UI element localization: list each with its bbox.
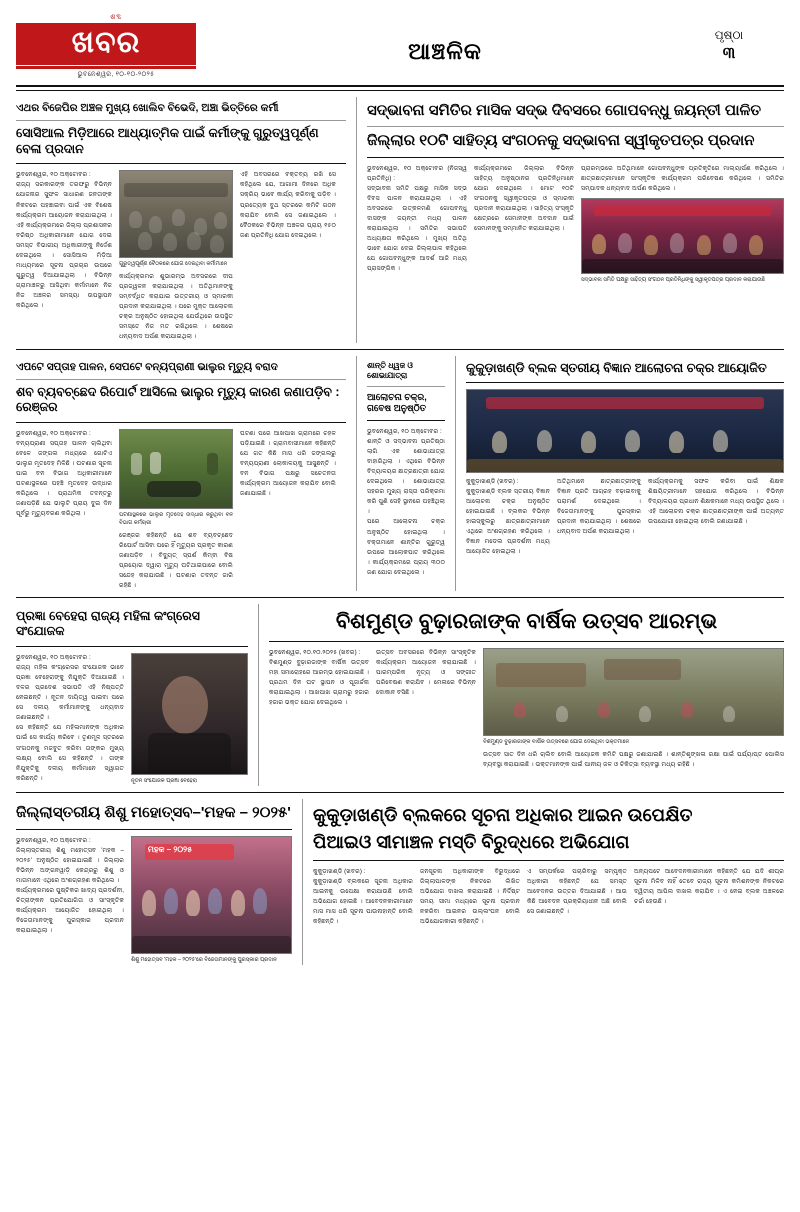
article2-dateline: ଭୁବନେଶ୍ୱର, ୧୦ ଅକ୍ଟୋବର (ନିଜସ୍ୱ ପ୍ରତିନିଧି) : bbox=[367, 164, 467, 182]
article2-photo-caption: ସଦ୍‌ଭାବନା ସମିତି ପକ୍ଷରୁ ସାହିତ୍ୟ ସଂଗଠନ ପ୍ରତିନିଧିଙ୍କୁ ସ୍ୱୀକୃତପତ୍ର ପ୍ରଦାନ କରାଯାଉଛି bbox=[581, 276, 765, 283]
article9-headline-1: କୁକୁଡ଼ାଖଣ୍ଡି ବ୍ଲକରେ ସୂଚନା ଅଧିକାର ଆଇନ ଉପେକ୍ଷିତ bbox=[313, 804, 693, 825]
page-number-block bbox=[674, 14, 784, 63]
page-number: ୩ bbox=[722, 45, 736, 62]
article5-headline: କୁକୁଡ଼ାଖଣ୍ଡି ବ୍ଲକ ସ୍ତରୀୟ ବିଜ୍ଞାନ ଆଲୋଚନା ଚକ୍ର ଆୟୋଜିତ bbox=[466, 360, 767, 375]
page-label: ପୃଷ୍ଠା bbox=[714, 28, 744, 42]
band-divider-1 bbox=[16, 349, 784, 350]
article3-headline: ଶବ ବ୍ୟବଚ୍ଛେଦ ରିପୋର୍ଟ ଆସିଲେ ଭାଲୁର ମୃତ୍ୟୁ କାରଣ ଜଣାପଡ଼ିବ : ରେଞ୍ଜର bbox=[16, 384, 340, 415]
band-middle bbox=[16, 356, 784, 591]
article3-photo bbox=[119, 429, 233, 509]
article-social-media bbox=[16, 97, 346, 343]
article6-dateline: ଭୁବନେଶ୍ୱର, ୧୦ ଅକ୍ଟୋବର : bbox=[16, 654, 91, 662]
article1-kicker: ଏଥର ବିଜେପିର ଅଞ୍ଚଳ ମୁଖ୍ୟ ଖୋଲିବ ବିଭେଦି, ଅଞ୍ଚା ଭିତ୍ତିରେ କର୍ମୀ bbox=[16, 102, 279, 114]
article-rti-complaint bbox=[313, 799, 784, 965]
article7-body-3: ଉତ୍ସବ ସାତ ଦିନ ଧରି ଚାଲିବ ବୋଲି ଆୟୋଜକ କମିଟି ପକ୍ଷରୁ ଜଣାଯାଇଛି । ଶାନ୍ତିଶୃଙ୍ଖଳା ରକ୍ଷା ପାଇଁ ପର୍ଯ୍ୟାପ୍ତ ପୋଲିସ ବ୍ୟବସ୍ଥା କରାଯାଇଛି । ଭକ୍ତମାନଙ୍କ ପାଇଁ ପାନୀୟ ଜଳ ଓ ଚିକିତ୍ସା ବ୍ୟବସ୍ଥା ମଧ୍ୟ ରହିଛି । bbox=[483, 750, 784, 768]
column-divider-4 bbox=[258, 604, 259, 786]
article3-body: ବନ୍ୟପ୍ରାଣୀ ସପ୍ତାହ ପାଳନ ଚାଲିଥିବା ବେଳେ ଜଙ୍ଗଲ ମଧ୍ୟରେ ଗୋଟିଏ ଭାଲୁର ମୃତଦେହ ମିଳିଛି । ଘଟଣାର ସୂଚନା ପାଇ ବନ ବିଭାଗ ଅଧିକାରୀମାନେ ଘଟଣାସ୍ଥଳରେ ପହଞ୍ଚି ମୃତଦେହ ଉଦ୍ଧାର କରିଥିଲେ । ପ୍ରାଥମିକ ତଦନ୍ତରୁ ଜଣାପଡ଼ିଛି ଯେ ଭାଲୁଟି ପ୍ରାୟ ଦୁଇ ଦିନ ପୂର୍ବରୁ ମୃତ୍ୟୁବରଣ କରିଥିଲା । bbox=[16, 439, 112, 518]
article2-headline-2: ଜିଲ୍ଲାର ୧୦ଟି ସାହିତ୍ୟ ସଂଗଠନକୁ ସଦ୍‌ଭାବନା ସ୍ୱୀକୃତପତ୍ର ପ୍ରଦାନ bbox=[367, 131, 755, 149]
article2-photo bbox=[581, 198, 784, 274]
article8-dateline: ଭୁବନେଶ୍ୱର, ୧୦ ଅକ୍ଟୋବର : bbox=[16, 836, 91, 844]
newspaper-logo bbox=[16, 14, 216, 79]
article6-body: ରାଜ୍ୟ ମହିଳା କଂଗ୍ରେସର ସଂଯୋଜକ ଭାବେ ପ୍ରଜ୍ଞା ବେହେରାଙ୍କୁ ନିଯୁକ୍ତି ଦିଆଯାଇଛି । ଦଳର ପ୍ରଦେଶ ସଭାପତି ଏହି ନିଷ୍ପତ୍ତି ନେଇଛନ୍ତି । ନୂତନ ଦାୟିତ୍ୱ ପାଇବା ପରେ ସେ ଦଳୀୟ କର୍ମୀମାନଙ୍କୁ ଧନ୍ୟବାଦ ଜଣାଇଛନ୍ତି । bbox=[16, 664, 124, 722]
article-sadbhavana bbox=[367, 97, 784, 343]
article6-headline: ପ୍ରଜ୍ଞା ବେହେରା ରାଜ୍ୟ ମହିଳା କଂଗ୍ରେସ ସଂଯୋଜକ bbox=[16, 608, 200, 639]
section-title: ଆଞ୍ଚଳିକ bbox=[408, 38, 482, 64]
article-peace-rally bbox=[367, 356, 445, 591]
logo-date-line: ଭୁବନେଶ୍ୱର, ୧୦-୧୦-୨୦୨୫ bbox=[77, 71, 155, 78]
column-divider-3 bbox=[455, 356, 456, 591]
article8-body: ଜିଲ୍ଲାସ୍ତରୀୟ ଶିଶୁ ମହୋତ୍ସବ 'ମହକ – ୨୦୨୫' ଅନୁଷ୍ଠିତ ହୋଇଯାଇଛି । ଜିଲ୍ଲାର ବିଭିନ୍ନ ଅଙ୍ଗନୱାଡ଼ି କେନ୍ଦ୍ରରୁ ଶିଶୁ ଓ ମାତାମାନେ ଏଥିରେ ଅଂଶଗ୍ରହଣ କରିଥିଲେ । bbox=[16, 846, 124, 884]
logo-top-text: ଶବ୍ଦ bbox=[110, 14, 122, 21]
column-divider-5 bbox=[302, 799, 303, 965]
masthead bbox=[16, 14, 784, 87]
band-top bbox=[16, 97, 784, 343]
article1-body-3: ଏହି ଅବସରରେ ବକ୍ତବ୍ୟ ରଖି ସେ କହିଥିଲେ ଯେ, ଆଗାମୀ ଦିନରେ ଅଧିକ ସକ୍ରିୟ ଭାବେ କାର୍ଯ୍ୟ କରିବାକୁ ପଡ଼ିବ । ପ୍ରତ୍ୟେକ ବୁଥ ସ୍ତରରେ କମିଟି ଗଠନ କରାଯିବ ବୋଲି ସେ ଜଣାଇଥିଲେ । ବୈଠକରେ ବିଭିନ୍ନ ଅଞ୍ଚଳର ପ୍ରାୟ ୧୫୦ ଜଣ ପ୍ରତିନିଧି ଯୋଗ ଦେଇଥିଲେ । bbox=[240, 171, 336, 239]
article7-photo bbox=[483, 648, 784, 736]
article7-headline: ବିଶମୁଣ୍ଡ ବୁଢ଼ାରଜାଙ୍କ ବାର୍ଷିକ ଉତ୍ସବ ଆରମ୍ଭ bbox=[335, 609, 718, 633]
article8-photo-caption: ଶିଶୁ ମହୋତ୍ସବ 'ମହକ – ୨୦୨୫'ରେ ବିଜେତାମାନଙ୍କୁ ପୁରସ୍କାର ପ୍ରଦାନ bbox=[131, 956, 277, 963]
article4-kicker: ଶାନ୍ତି ଧ୍ୱଜ ଓ ଶୋଭାଯାତ୍ରା bbox=[367, 360, 413, 380]
article1-body: ରାଜ୍ୟ ସରକାରଙ୍କ ତରଫରୁ ବିଭିନ୍ନ ଯୋଜନାର ସୁଫଳ ସାଧାରଣ ଜନତାଙ୍କ ନିକଟରେ ପହଞ୍ଚାଇବା ପାଇଁ ଏକ ବିଶେଷ କାର୍ଯ୍ୟକ୍ରମ ଆୟୋଜନ କରାଯାଇଥିଲା । ଏହି କାର୍ଯ୍ୟକ୍ରମରେ ଜିଲ୍ଲା ପ୍ରଶାସନର ବରିଷ୍ଠ ଅଧିକାରୀମାନେ ଯୋଗ ଦେଇ ସମସ୍ତ ବିଭାଗୀୟ ଅଧିକାରୀଙ୍କୁ ନିର୍ଦ୍ଦେଶ ଦେଇଥିଲେ । ସୋସିଆଲ ମିଡ଼ିଆ ମାଧ୍ୟମରେ ସୂଚନା ପ୍ରଚାର ଉପରେ ଗୁରୁତ୍ୱ ଦିଆଯାଇଥିଲା । ବିଭିନ୍ନ ଗ୍ରାମାଞ୍ଚଳରୁ ଆସିଥିବା କର୍ମୀମାନେ ନିଜ ନିଜ ଅଞ୍ଚଳର ସମସ୍ୟା ଉପସ୍ଥାପନ କରିଥିଲେ । bbox=[16, 181, 112, 309]
article7-body: ବିଶମୁଣ୍ଡ ବୁଢ଼ାରଜାଙ୍କ ବାର୍ଷିକ ଉତ୍ସବ ମହା ସମାରୋହରେ ଆରମ୍ଭ ହୋଇଯାଇଛି । ପ୍ରଥମ ଦିନ ଘଟ ସ୍ଥାପନ ଓ ପୂଜାର୍ଚ୍ଚନା କରାଯାଇଥିଲା । ଆଖପାଖ ଗ୍ରାମରୁ ହଜାର ହଜାର ଭକ୍ତ ଯୋଗ ଦେଇଥିଲେ । bbox=[269, 659, 369, 707]
article8-headline: ଜିଲ୍ଲାସ୍ତରୀୟ ଶିଶୁ ମହୋତ୍ସବ–'ମହକ – ୨୦୨୫' bbox=[16, 803, 291, 821]
masthead-rule bbox=[16, 90, 784, 91]
article1-photo bbox=[119, 170, 233, 258]
article5-dateline: କୁକୁଡ଼ାଖଣ୍ଡି (ଖବର) : bbox=[466, 478, 519, 486]
article9-body-2: ଜନସୂଚନା ଅଧିକାରୀଙ୍କ ବିରୁଦ୍ଧରେ ଜିଲ୍ଲାପାଳଙ୍କ ନିକଟରେ ଲିଖିତ ଅଭିଯୋଗ ଦାଖଲ କରାଯାଇଛି । ନିର୍ଦ୍ଦିଷ୍ଟ ସମୟ ସୀମା ମଧ୍ୟରେ ସୂଚନା ପ୍ରଦାନ ନକରିବା ଆଇନର ଉଲ୍ଲଂଘନ ବୋଲି ଅଭିଯୋଗକାରୀ କହିଛନ୍ତି । bbox=[420, 867, 520, 926]
article3-body-3: ଘଟଣା ପରେ ଆଖପାଖ ଗ୍ରାମରେ ଚହଳ ପଡ଼ିଯାଇଛି । ଗ୍ରାମବାସୀମାନେ କହିଛନ୍ତି ଯେ ଗତ କିଛି ମାସ ଧରି ଜଙ୍ଗଲରୁ ବନ୍ୟପ୍ରାଣୀ ଲୋକାଳୟକୁ ଆସୁଛନ୍ତି । ବନ ବିଭାଗ ପକ୍ଷରୁ ସଚେତନତା କାର୍ଯ୍ୟକ୍ରମ ଆୟୋଜନ କରାଯିବ ବୋଲି ଜଣାଯାଇଛି । bbox=[240, 429, 336, 498]
article5-photo bbox=[466, 389, 784, 473]
article2-headline-1: ସଦ୍‌ଭାବନା ସମିତିର ମାସିକ ସଦ୍ଭ ଦିବସରେ ଗୋପବନ୍ଧୁ ଜୟନ୍ତୀ ପାଳିତ bbox=[367, 102, 762, 119]
band-divider-2 bbox=[16, 597, 784, 598]
section-title-block bbox=[216, 14, 674, 65]
article6-body-2: ସେ କହିଛନ୍ତି ଯେ ମହିଳାମାନଙ୍କ ଅଧିକାର ପାଇଁ ସେ କାର୍ଯ୍ୟ କରିବେ । ତୃଣମୂଳ ସ୍ତରରେ ସଂଗଠନକୁ ମଜବୁତ କରିବା ତାଙ୍କର ମୁଖ୍ୟ ଲକ୍ଷ୍ୟ ବୋଲି ସେ କହିଛନ୍ତି । ତାଙ୍କ ନିଯୁକ୍ତିକୁ ଦଳୀୟ କର୍ମୀମାନେ ସ୍ୱାଗତ କରିଛନ୍ତି । bbox=[16, 724, 124, 782]
article1-body-2: କାର୍ଯ୍ୟକ୍ରମର ଶୁଭାରମ୍ଭ ଅବସରରେ ଦୀପ ପ୍ରଜ୍ୱଳନ କରାଯାଇଥିଲା । ଅତିଥିମାନଙ୍କୁ ସମ୍ବର୍ଦ୍ଧିତ କରାଯାଇ ଉତ୍ତରୀୟ ଓ ସ୍ମାରକୀ ପ୍ରଦାନ କରାଯାଇଥିଲା । ପରେ ମୁକ୍ତ ଆଲୋଚନା ଚକ୍ର ଅନୁଷ୍ଠିତ ହୋଇଥିଲା ଯେଉଁଥିରେ ଉପସ୍ଥିତ ସମସ୍ତେ ନିଜ ମତ ରଖିଥିଲେ । ଶେଷରେ ଧନ୍ୟବାଦ ଅର୍ପଣ କରାଯାଇଥିଲା । bbox=[119, 273, 233, 341]
article4-dateline: ଭୁବନେଶ୍ୱର, ୧୦ ଅକ୍ଟୋବର : bbox=[367, 428, 442, 436]
article3-kicker: ଏପଟେ ସପ୍ତାହ ପାଳନ, ସେପଟେ ବନ୍ୟପ୍ରାଣୀ ଭାଲୁର ମୃତ୍ୟୁ ବରାଦ bbox=[16, 360, 278, 373]
article9-body: କୁକୁଡ଼ାଖଣ୍ଡି ବ୍ଲକରେ ସୂଚନା ଅଧିକାର ଆଇନକୁ ଉପେକ୍ଷା କରାଯାଉଛି ବୋଲି ଅଭିଯୋଗ ହୋଇଛି । ଆବେଦନକାରୀମାନେ ମାସ ମାସ ଧରି ସୂଚନା ପାଉନାହାନ୍ତି ବୋଲି କହିଛନ୍ତି । bbox=[313, 877, 413, 926]
article7-body-2: ଉତ୍ସବ ଅବସରରେ ବିଭିନ୍ନ ସାଂସ୍କୃତିକ କାର୍ଯ୍ୟକ୍ରମ ଆୟୋଜନ କରାଯାଇଛି । ପାରମ୍ପରିକ ନୃତ୍ୟ ଓ ସଙ୍ଗୀତ ପରିବେଷଣ କରାଯିବ । ମେଳାରେ ବିଭିନ୍ନ ଦୋକାନ ବସିଛି । bbox=[376, 649, 476, 697]
article2-body-2: କାର୍ଯ୍ୟକ୍ରମରେ ଜିଲ୍ଲାର ବିଭିନ୍ନ ସାହିତ୍ୟ ଅନୁଷ୍ଠାନର ପ୍ରତିନିଧିମାନେ ଯୋଗ ଦେଇଥିଲେ । ମୋଟ ୧୦ଟି ସଂଗଠନକୁ ସ୍ୱୀକୃତପତ୍ର ଓ ସ୍ମାରକୀ ପ୍ରଦାନ କରାଯାଇଥିଲା । ସାହିତ୍ୟ ସଂସ୍କୃତି କ୍ଷେତ୍ରରେ ସେମାନଙ୍କ ଅବଦାନ ପାଇଁ ସେମାନଙ୍କୁ ସମ୍ମାନିତ କରାଯାଇଥିଲା । bbox=[474, 164, 574, 232]
article1-headline: ସୋସିଆଲ ମିଡ଼ିଆରେ ଆଧ୍ୟାତ୍ମିକ ପାଇଁ କର୍ମୀଙ୍କୁ ଗୁରୁତ୍ୱପୂର୍ଣ୍ଣ ବେଳା ପ୍ରଦାନ bbox=[16, 126, 319, 156]
article-bear-death bbox=[16, 356, 346, 591]
article4-body: ଶାନ୍ତି ଓ ସଦ୍‌ଭାବନା ପ୍ରତିଷ୍ଠା ଲାଗି ଏକ ଶୋଭାଯାତ୍ରା ବାହାରିଥିଲା । ଏଥିରେ ବିଭିନ୍ନ ବିଦ୍ୟାଳୟର ଛାତ୍ରଛାତ୍ରୀ ଯୋଗ ଦେଇଥିଲେ । ଶୋଭାଯାତ୍ରା ସହରର ମୁଖ୍ୟ ରାସ୍ତା ପରିକ୍ରମା କରି ପୁଣି ସେହି ସ୍ଥାନରେ ପହଞ୍ଚିଥିଲା । bbox=[367, 438, 445, 516]
article4-headline: ଆଲୋଚନା ଚକ୍ର, ଗବେଷ ଅନୁଷ୍ଠିତ bbox=[367, 391, 427, 413]
article7-photo-caption: ବିଶମୁଣ୍ଡ ବୁଢ଼ାରଜାଙ୍କ ବାର୍ଷିକ ଉତ୍ସବରେ ଯୋଗ ଦେଇଥିବା ଭକ୍ତମାନେ bbox=[483, 739, 630, 746]
article1-dateline: ଭୁବନେଶ୍ୱର, ୧୦ ଅକ୍ଟୋବର : bbox=[16, 171, 91, 179]
article9-body-3: ଏ ସମ୍ପର୍କରେ ପଚାରିବାରୁ ସମ୍ପୃକ୍ତ ଅଧିକାରୀ କହିଛନ୍ତି ଯେ ସମସ୍ତ ଆବେଦନର ଉତ୍ତର ଦିଆଯାଇଛି । ଆଉ କିଛି ଆବେଦନ ପ୍ରକ୍ରିୟାଧୀନ ଅଛି ବୋଲି ସେ ଜଣାଇଛନ୍ତି । bbox=[527, 867, 627, 916]
article9-body-4: ଅନ୍ୟପଟେ ଆବେଦନକାରୀମାନେ କହିଛନ୍ତି ଯେ ଯଦି ଶୀଘ୍ର ସୂଚନା ମିଳିବ ନାହିଁ ତେବେ ରାଜ୍ୟ ସୂଚନା କମିଶନଙ୍କ ନିକଟରେ ଦ୍ୱିତୀୟ ଆପିଲ ଦାଖଲ କରାଯିବ । ଏ ନେଇ ବ୍ଲକ ଅଞ୍ଚଳରେ ଚର୍ଚ୍ଚା ହେଉଛି । bbox=[634, 867, 784, 906]
column-divider-2 bbox=[356, 356, 357, 591]
article3-dateline: ଭୁବନେଶ୍ୱର, ୧୦ ଅକ୍ଟୋବର : bbox=[16, 429, 91, 437]
article4-body-2: ପରେ ଆଲୋଚନା ଚକ୍ର ଅନୁଷ୍ଠିତ ହୋଇଥିଲା । ବକ୍ତାମାନେ ଶାନ୍ତିର ଗୁରୁତ୍ୱ ଉପରେ ଆଲୋକପାତ କରିଥିଲେ । କାର୍ଯ୍ୟକ୍ରମରେ ପ୍ରାୟ ୩୦୦ ଜଣ ଯୋଗ ଦେଇଥିଲେ । bbox=[367, 518, 445, 576]
article3-photo-caption: ଘଟଣାସ୍ଥଳରେ ଭାଲୁର ମୃତଦେହ ଉଦ୍ଧାର କରୁଥିବା ବନ ବିଭାଗ କର୍ମଚାରୀ bbox=[119, 511, 233, 526]
article5-body-3: କାର୍ଯ୍ୟକ୍ରମକୁ ସଫଳ କରିବା ପାଇଁ ଶିକ୍ଷକ ଶିକ୍ଷୟିତ୍ରୀମାନେ ସହଯୋଗ କରିଥିଲେ । ବିଭିନ୍ନ ବିଦ୍ୟାଳୟର ପ୍ରଧାନ ଶିକ୍ଷକମାନେ ମଧ୍ୟ ଉପସ୍ଥିତ ଥିଲେ । ଏହି ଆଲୋଚନା ଚକ୍ର ଛାତ୍ରଛାତ୍ରୀଙ୍କ ପାଇଁ ଅତ୍ୟନ୍ତ ଉପଯୋଗୀ ହୋଇଥିଲା ବୋଲି ଜଣାଯାଇଛି । bbox=[648, 478, 784, 526]
logo-wordmark: ଖବର bbox=[16, 23, 196, 65]
article-child-festival bbox=[16, 799, 292, 965]
article5-body-2: ଅତିଥିମାନେ ଛାତ୍ରଛାତ୍ରୀଙ୍କୁ ବିଜ୍ଞାନ ପ୍ରତି ଆଗ୍ରହ ବଢ଼ାଇବାକୁ ପରାମର୍ଶ ଦେଇଥିଲେ । ବିଜେତାମାନଙ୍କୁ ପୁରସ୍କାର ପ୍ରଦାନ କରାଯାଇଥିଲା । ଶେଷରେ ଧନ୍ୟବାଦ ଅର୍ପଣ କରାଯାଇଥିଲା । bbox=[557, 478, 641, 536]
band-lower bbox=[16, 604, 784, 786]
article9-dateline: କୁକୁଡ଼ାଖଣ୍ଡି (ଖବର) : bbox=[313, 867, 366, 875]
article-women-congress bbox=[16, 604, 248, 786]
article1-photo-caption: ଗୁରୁତ୍ୱପୂର୍ଣ୍ଣ ବୈଠକରେ ଯୋଗ ଦେଇଥିବା କର୍ମୀମାନେ bbox=[119, 261, 228, 268]
article6-photo bbox=[131, 653, 248, 775]
article8-photo-banner: ମହକ – ୨୦୨୫ bbox=[147, 844, 193, 854]
article-budharaja-festival bbox=[269, 604, 784, 786]
article6-photo-caption: ନୂତନ ସଂଯୋଜକ ପ୍ରଜ୍ଞା ବେହେରା bbox=[131, 778, 197, 785]
article7-dateline: ଭୁବନେଶ୍ୱର, ୧୦.୧୦.୨୦୨୫ (ଖବର) : bbox=[269, 649, 361, 657]
article5-body: କୁକୁଡ଼ାଖଣ୍ଡି ବ୍ଲକ ସ୍ତରୀୟ ବିଜ୍ଞାନ ଆଲୋଚନା ଚକ୍ର ଅନୁଷ୍ଠିତ ହୋଇଯାଇଛି । ବ୍ଲକର ବିଭିନ୍ନ ହାଇସ୍କୁଲରୁ ଛାତ୍ରଛାତ୍ରୀମାନେ ଏଥିରେ ଅଂଶଗ୍ରହଣ କରିଥିଲେ । ବିଜ୍ଞାନ ମଡେଲ ପ୍ରଦର୍ଶନୀ ମଧ୍ୟ ଆୟୋଜିତ ହୋଇଥିଲା । bbox=[466, 488, 550, 556]
article8-body-2: କାର୍ଯ୍ୟକ୍ରମରେ ପୁଷ୍ଟିକର ଖାଦ୍ୟ ପ୍ରଦର୍ଶନୀ, ଚିତ୍ରାଙ୍କନ ପ୍ରତିଯୋଗିତା ଓ ସାଂସ୍କୃତିକ କାର୍ଯ୍ୟକ୍ରମ ଆୟୋଜିତ ହୋଇଥିଲା । ବିଜେତାମାନଙ୍କୁ ପୁରସ୍କାର ପ୍ରଦାନ କରାଯାଇଥିଲା । bbox=[16, 886, 124, 935]
column-divider-1 bbox=[356, 97, 357, 343]
band-bottom bbox=[16, 799, 784, 965]
article-science-forum bbox=[466, 356, 784, 591]
article2-body: ସଦ୍‌ଭାବନା ସମିତି ପକ୍ଷରୁ ମାସିକ ସଦ୍ଭ ଦିବସ ପାଳନ କରାଯାଇଥିଲା । ଏହି ଅବସରରେ ଉତ୍କଳମଣି ଗୋପବନ୍ଧୁ ଦାସଙ୍କ ଜୟନ୍ତୀ ମଧ୍ୟ ପାଳନ କରାଯାଇଥିଲା । ସମିତିର ସଭାପତି ଅଧ୍ୟକ୍ଷତା କରିଥିଲେ । ମୁଖ୍ୟ ଅତିଥି ଭାବେ ଯୋଗ ଦେଇ ଜିଲ୍ଲାପାଳ କହିଥିଲେ ଯେ ଗୋପବନ୍ଧୁଙ୍କ ଆଦର୍ଶ ଆଜି ମଧ୍ୟ ପ୍ରାସଙ୍ଗିକ । bbox=[367, 184, 467, 272]
band-divider-3 bbox=[16, 792, 784, 793]
article8-photo bbox=[131, 836, 292, 954]
article2-body-3: ପ୍ରାରମ୍ଭରେ ଅତିଥିମାନେ ଗୋପବନ୍ଧୁଙ୍କ ପ୍ରତିକୃତିରେ ମାଲ୍ୟାର୍ପଣ କରିଥିଲେ । ଛାତ୍ରଛାତ୍ରୀମାନେ ସାଂସ୍କୃତିକ କାର୍ଯ୍ୟକ୍ରମ ପରିବେଷଣ କରିଥିଲେ । ସମିତିର ସମ୍ପାଦକ ଧନ୍ୟବାଦ ଅର୍ପଣ କରିଥିଲେ । bbox=[581, 164, 784, 192]
article3-body-2: ରେଞ୍ଜର କହିଛନ୍ତି ଯେ ଶବ ବ୍ୟବଚ୍ଛେଦ ରିପୋର୍ଟ ଆସିବା ପରେ ହିଁ ମୃତ୍ୟୁର ପ୍ରକୃତ କାରଣ ଜଣାପଡ଼ିବ । ବିଦ୍ୟୁତ୍ ସ୍ପର୍ଶ କିମ୍ବା ବିଷ ପ୍ରୟୋଗ ଦ୍ୱାରା ମୃତ୍ୟୁ ଘଟିଥାଇପାରେ ବୋଲି ସନ୍ଦେହ କରାଯାଉଛି । ଘଟଣାର ତଦନ୍ତ ଜାରି ରହିଛି । bbox=[119, 531, 233, 589]
article9-headline-2: ପିଆଇଓ ସୀମାଞ୍ଚଳ ମସ୍ତି ବିରୁଦ୍ଧରେ ଅଭିଯୋଗ bbox=[313, 832, 630, 853]
